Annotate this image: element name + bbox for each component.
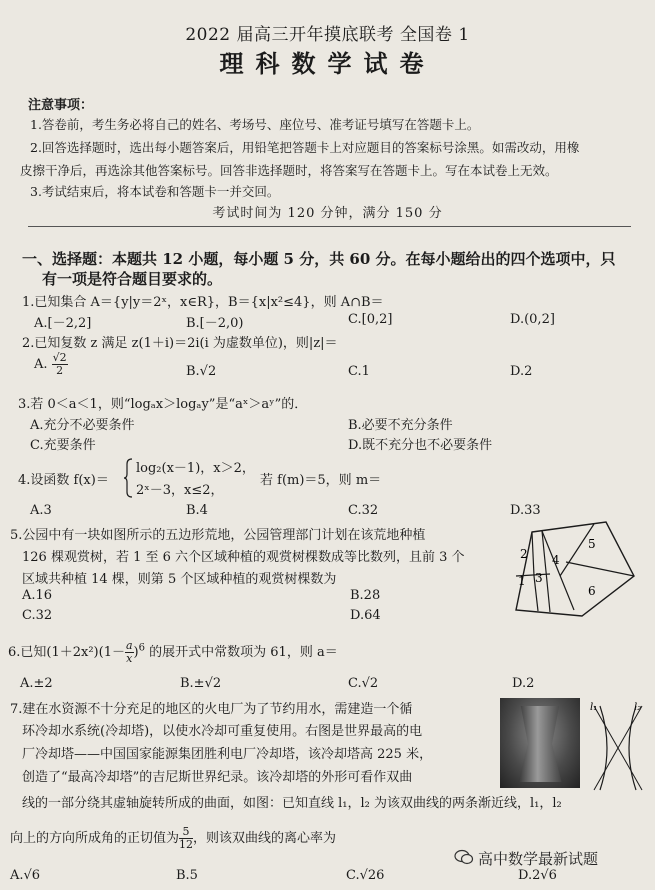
q3-option-a: A.充分不必要条件 — [30, 418, 135, 433]
q3-option-d: D.既不充分也不必要条件 — [348, 438, 493, 453]
q7-option-a: A.√6 — [10, 868, 41, 883]
question-7-line-1: 7.建在水资源不十分充足的地区的火电厂为了节约用水，需建造一个循 — [10, 702, 413, 717]
q6-fraction — [125, 640, 134, 665]
hyperbola-diagram — [590, 700, 646, 792]
question-3-stem: 3.若 0＜a＜1，则“logₐx＞logₐy”是“aˣ＞aʸ”的． — [18, 397, 308, 412]
q4-brace-icon — [124, 458, 134, 498]
region-label: 6 — [588, 584, 596, 598]
q7-option-b: B.5 — [176, 868, 198, 883]
q2-frac-num: √2 — [52, 351, 67, 364]
q4-option-d: D.33 — [510, 503, 541, 518]
question-7-line-3: 厂冷却塔——中国国家能源集团胜利电厂冷却塔，该冷却塔高 225 米， — [22, 747, 433, 762]
q1-option-d: D.(0,2] — [510, 312, 555, 327]
q7-option-c: C.√26 — [346, 868, 385, 883]
q6-frac-den: x — [126, 652, 133, 665]
q1-option-a: A.[－2,2] — [34, 316, 92, 331]
q1-option-c: C.[0,2] — [348, 312, 393, 327]
q4-option-a: A.3 — [30, 503, 52, 518]
q7-line6-post: ，则该双曲线的离心率为 — [193, 831, 337, 846]
watermark-text: 高中数学最新试题 — [478, 850, 599, 868]
question-5-line-1: 5.公园中有一块如图所示的五边形荒地，公园管理部门计划在该荒地种植 — [10, 528, 426, 543]
wechat-icon — [454, 848, 474, 866]
question-6-stem: 6.已知(1＋2x²)(1－ $\frac{a}{x}$ )$^6$ 的展开式中常数项为 61，则 a＝ — [8, 639, 338, 665]
question-7-line-4: 创造了“最高冷却塔”的吉尼斯世界纪录。该冷却塔的外形可看作双曲 — [22, 770, 413, 785]
q6-exponent: 6 — [138, 642, 145, 654]
note-item-2-cont: 皮擦干净后，再选涂其他答案标号。回答非选择题时，将答案写在答题卡上。写在本试卷上无效。 — [20, 163, 558, 178]
q2-option-a — [34, 352, 68, 377]
q1-option-b: B.[－2,0) — [186, 316, 244, 331]
question-4-stem-post: 若 f(m)＝5，则 m＝ — [260, 473, 382, 488]
region-divider — [542, 531, 550, 612]
q7-frac-den: 12 — [179, 838, 194, 851]
q6-stem-post: 的展开式中常数项为 61，则 a＝ — [149, 645, 338, 660]
region-divider — [542, 531, 574, 610]
section-heading: 一、选择题：本题共 12 小题，每小题 5 分，共 60 分。在每小题给出的四个选项中，只 — [22, 250, 616, 268]
q4-option-b: B.4 — [186, 503, 208, 518]
q5-option-b: B.28 — [350, 588, 381, 603]
q6-option-d: D.2 — [512, 676, 535, 691]
note-item-3: 3.考试结束后，将本试卷和答题卡一并交回。 — [30, 184, 280, 199]
cooling-tower-photo — [500, 698, 580, 788]
label-l2: l₂ — [634, 702, 642, 713]
region-label: 4 — [552, 553, 560, 567]
exam-header-line: 2022 届高三开年摸底联考 全国卷 1 — [185, 25, 470, 45]
question-7-line-5: 线的一部分绕其虚轴旋转所成的曲面，如图：已知直线 l₁，l₂ 为该双曲线的两条渐近线，l₁，l₂ — [22, 796, 562, 811]
q2-option-a-label: A. — [34, 357, 48, 372]
pentagon-diagram — [508, 520, 640, 620]
question-5-line-3: 区域共种植 14 棵，则第 5 个区域种植的观赏树棵数为 — [22, 572, 337, 587]
cooling-tower-shape — [516, 706, 564, 782]
q4-option-c: C.32 — [348, 503, 379, 518]
region-label: 3 — [535, 571, 543, 585]
q7-fraction — [179, 826, 193, 851]
exam-time-info: 考试时间为 120 分钟，满分 150 分 — [212, 206, 443, 221]
q7-frac-num: 5 — [179, 826, 193, 839]
q2-option-c: C.1 — [348, 364, 370, 379]
q6-option-a: A.±2 — [20, 676, 53, 691]
question-5-line-2: 126 棵观赏树，若 1 至 6 六个区域种植的观赏树棵数成等比数列，且前 3 个 — [22, 550, 465, 565]
note-item-1: 1.答卷前，考生务必将自己的姓名、考场号、座位号、准考证号填写在答题卡上。 — [30, 117, 480, 132]
q6-stem-pre: 6.已知(1＋2x²) — [8, 645, 99, 660]
divider — [28, 226, 631, 227]
q6-paren: (1－ — [98, 645, 125, 660]
region-label: 1 — [518, 574, 526, 588]
label-l1: l₁ — [590, 702, 598, 713]
question-7-line-2: 环冷却水系统(冷却塔)，以使水冷却可重复使用。右图是世界最高的电 — [22, 724, 423, 739]
question-4-stem-pre: 4.设函数 f(x)＝ — [18, 473, 109, 488]
region-divider — [532, 532, 534, 576]
note-item-2: 2.回答选择题时，选出每小题答案后，用铅笔把答题卡上对应题目的答案标号涂黑。如需改动，用橡 — [30, 140, 580, 155]
q7-option-d: D.2√6 — [518, 868, 557, 883]
q3-option-c: C.充要条件 — [30, 438, 96, 453]
question-2-stem: 2.已知复数 z 满足 z(1＋i)＝2i(i 为虚数单位)，则|z|＝ — [22, 336, 338, 351]
q7-line6-pre: 向上的方向所成角的正切值为 — [10, 831, 180, 846]
q5-option-d: D.64 — [350, 608, 381, 623]
q4-case-1: log₂(x－1)，x＞2， — [136, 461, 255, 476]
region-label: 2 — [520, 547, 528, 561]
q6-frac-num: a — [125, 639, 133, 652]
question-7-line-6 — [10, 826, 336, 851]
exam-title: 理科数学试卷 — [219, 49, 436, 78]
q2-option-d: D.2 — [510, 364, 533, 379]
q5-option-a: A.16 — [22, 588, 53, 603]
q6-option-b: B.±√2 — [180, 676, 222, 691]
q3-option-b: B.必要不充分条件 — [348, 418, 453, 433]
q2-frac-den: 2 — [56, 364, 64, 377]
notes-heading: 注意事项： — [28, 98, 94, 113]
region-label: 5 — [588, 537, 596, 551]
region-divider — [566, 562, 634, 576]
q5-option-c: C.32 — [22, 608, 53, 623]
section-heading-cont: 有一项是符合题目要求的。 — [42, 270, 223, 288]
question-1-stem: 1.已知集合 A＝{y|y＝2ˣ，x∈R}，B＝{x|x²≤4}，则 A∩B＝ — [22, 295, 384, 310]
q2-option-b: B.√2 — [186, 364, 217, 379]
q6-option-c: C.√2 — [348, 676, 379, 691]
q2-option-a-fraction — [52, 352, 68, 377]
q4-case-2: 2ˣ－3，x≤2， — [136, 483, 224, 498]
